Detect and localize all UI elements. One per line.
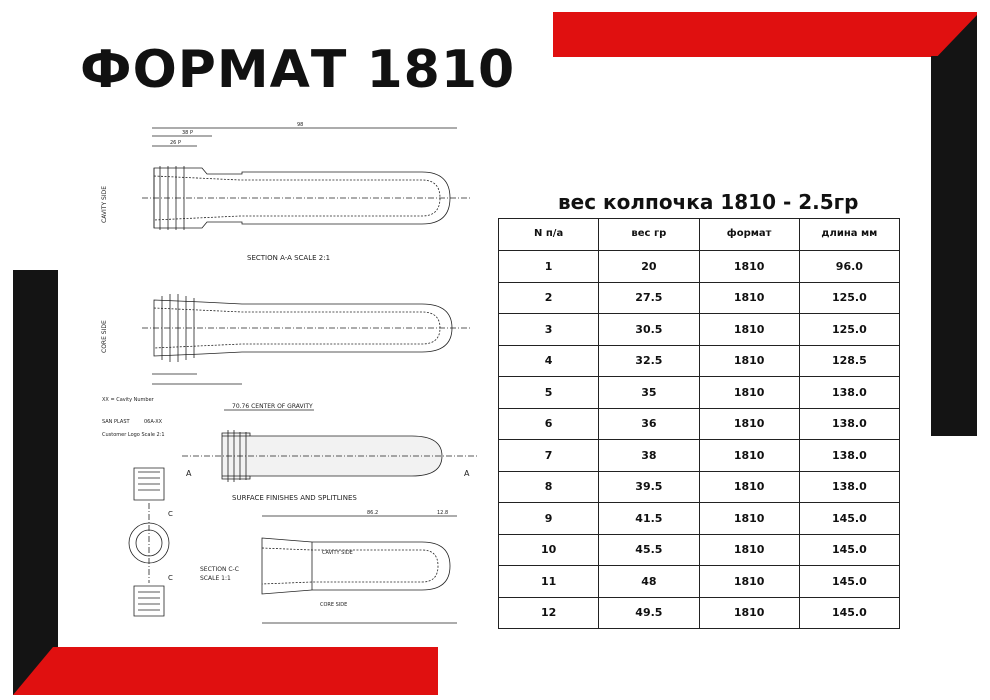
cell-number: 6 (499, 408, 599, 440)
center-gravity-label: 70.76 CENTER OF GRAVITY (232, 403, 313, 410)
cell-format: 1810 (699, 503, 799, 535)
table-row (499, 377, 900, 409)
cell-length: 125.0 (799, 314, 899, 346)
scale-label: SCALE 1:1 (200, 575, 231, 582)
table-row (499, 345, 900, 377)
right-black-bar (931, 56, 977, 436)
cell-format: 1810 (699, 282, 799, 314)
cell-length: 128.5 (799, 345, 899, 377)
cell-length: 138.0 (799, 377, 899, 409)
top-red-bar (553, 12, 977, 57)
cavity-side-label: CAVITY SIDE (101, 185, 108, 223)
brand-text: SAN PLAST (102, 419, 130, 425)
col-header-weight: вес гр (599, 219, 699, 251)
preform-spec-table (498, 218, 900, 629)
cell-number: 7 (499, 440, 599, 472)
cell-format: 1810 (699, 597, 799, 629)
customer-logo-note: Customer Logo Scale 2:1 (102, 432, 165, 438)
table-row (499, 440, 900, 472)
table-row (499, 566, 900, 598)
cell-format: 1810 (699, 345, 799, 377)
cell-format: 1810 (699, 377, 799, 409)
cell-weight: 20 (599, 251, 699, 283)
cell-length: 145.0 (799, 503, 899, 535)
cell-number: 10 (499, 534, 599, 566)
core-side-label: CORE SIDE (101, 320, 108, 353)
cell-weight: 48 (599, 566, 699, 598)
section-aa-label: SECTION A-A SCALE 2:1 (247, 254, 331, 262)
section-marker-a-right: A (464, 469, 470, 478)
table-header-row (499, 219, 900, 251)
section-marker-c-bottom: C (168, 574, 173, 582)
cell-format: 1810 (699, 471, 799, 503)
cell-format: 1810 (699, 408, 799, 440)
cell-length: 138.0 (799, 471, 899, 503)
cavity-number-note: XX = Cavity Number (102, 397, 154, 403)
col-header-number: N п/а (499, 219, 599, 251)
cell-length: 96.0 (799, 251, 899, 283)
core-side-small-label: CORE SIDE (320, 602, 348, 608)
cell-length: 138.0 (799, 440, 899, 472)
table-row (499, 597, 900, 629)
cell-weight: 35 (599, 377, 699, 409)
cell-length: 145.0 (799, 534, 899, 566)
dim-86-2-label: 86.2 (367, 510, 379, 516)
code-text: 06A-XX (144, 419, 163, 425)
table-row (499, 503, 900, 535)
table-row (499, 314, 900, 346)
cell-length: 145.0 (799, 566, 899, 598)
table-row (499, 282, 900, 314)
cell-weight: 39.5 (599, 471, 699, 503)
cell-number: 11 (499, 566, 599, 598)
left-black-bar (13, 270, 58, 695)
cell-number: 12 (499, 597, 599, 629)
cell-length: 125.0 (799, 282, 899, 314)
cell-weight: 36 (599, 408, 699, 440)
cell-weight: 30.5 (599, 314, 699, 346)
cell-length: 145.0 (799, 597, 899, 629)
cap-weight-subtitle: вес колпочка 1810 - 2.5гр (558, 190, 859, 214)
cell-weight: 32.5 (599, 345, 699, 377)
cell-length: 138.0 (799, 408, 899, 440)
section-marker-c-top: C (168, 510, 173, 518)
cell-weight: 49.5 (599, 597, 699, 629)
table-row (499, 408, 900, 440)
cell-number: 9 (499, 503, 599, 535)
cell-format: 1810 (699, 566, 799, 598)
cell-number: 8 (499, 471, 599, 503)
cell-number: 1 (499, 251, 599, 283)
cell-weight: 45.5 (599, 534, 699, 566)
cell-weight: 41.5 (599, 503, 699, 535)
dim-12-8-label: 12.8 (437, 510, 449, 516)
preform-technical-drawing (82, 118, 497, 638)
dim-26p-label: 26 P (170, 140, 181, 146)
table-row (499, 471, 900, 503)
col-header-format: формат (699, 219, 799, 251)
cell-number: 5 (499, 377, 599, 409)
cell-number: 4 (499, 345, 599, 377)
cell-number: 3 (499, 314, 599, 346)
dim-total-label: 98 (297, 122, 304, 128)
table-row (499, 251, 900, 283)
section-cc-label: SECTION C-C (200, 566, 239, 573)
section-marker-a-left: A (186, 469, 192, 478)
dim-38p-label: 38 P (182, 130, 193, 136)
col-header-length: длина мм (799, 219, 899, 251)
table-row (499, 534, 900, 566)
surface-finishes-label: SURFACE FINISHES AND SPLITLINES (232, 494, 357, 502)
page-title: ФОРМАТ 1810 (80, 40, 516, 100)
cell-format: 1810 (699, 251, 799, 283)
cell-format: 1810 (699, 314, 799, 346)
cell-weight: 27.5 (599, 282, 699, 314)
cell-format: 1810 (699, 534, 799, 566)
cell-weight: 38 (599, 440, 699, 472)
cell-format: 1810 (699, 440, 799, 472)
cavity-side-small-label: CAVITY SIDE (322, 550, 353, 556)
bottom-red-bar (13, 647, 438, 695)
cell-number: 2 (499, 282, 599, 314)
